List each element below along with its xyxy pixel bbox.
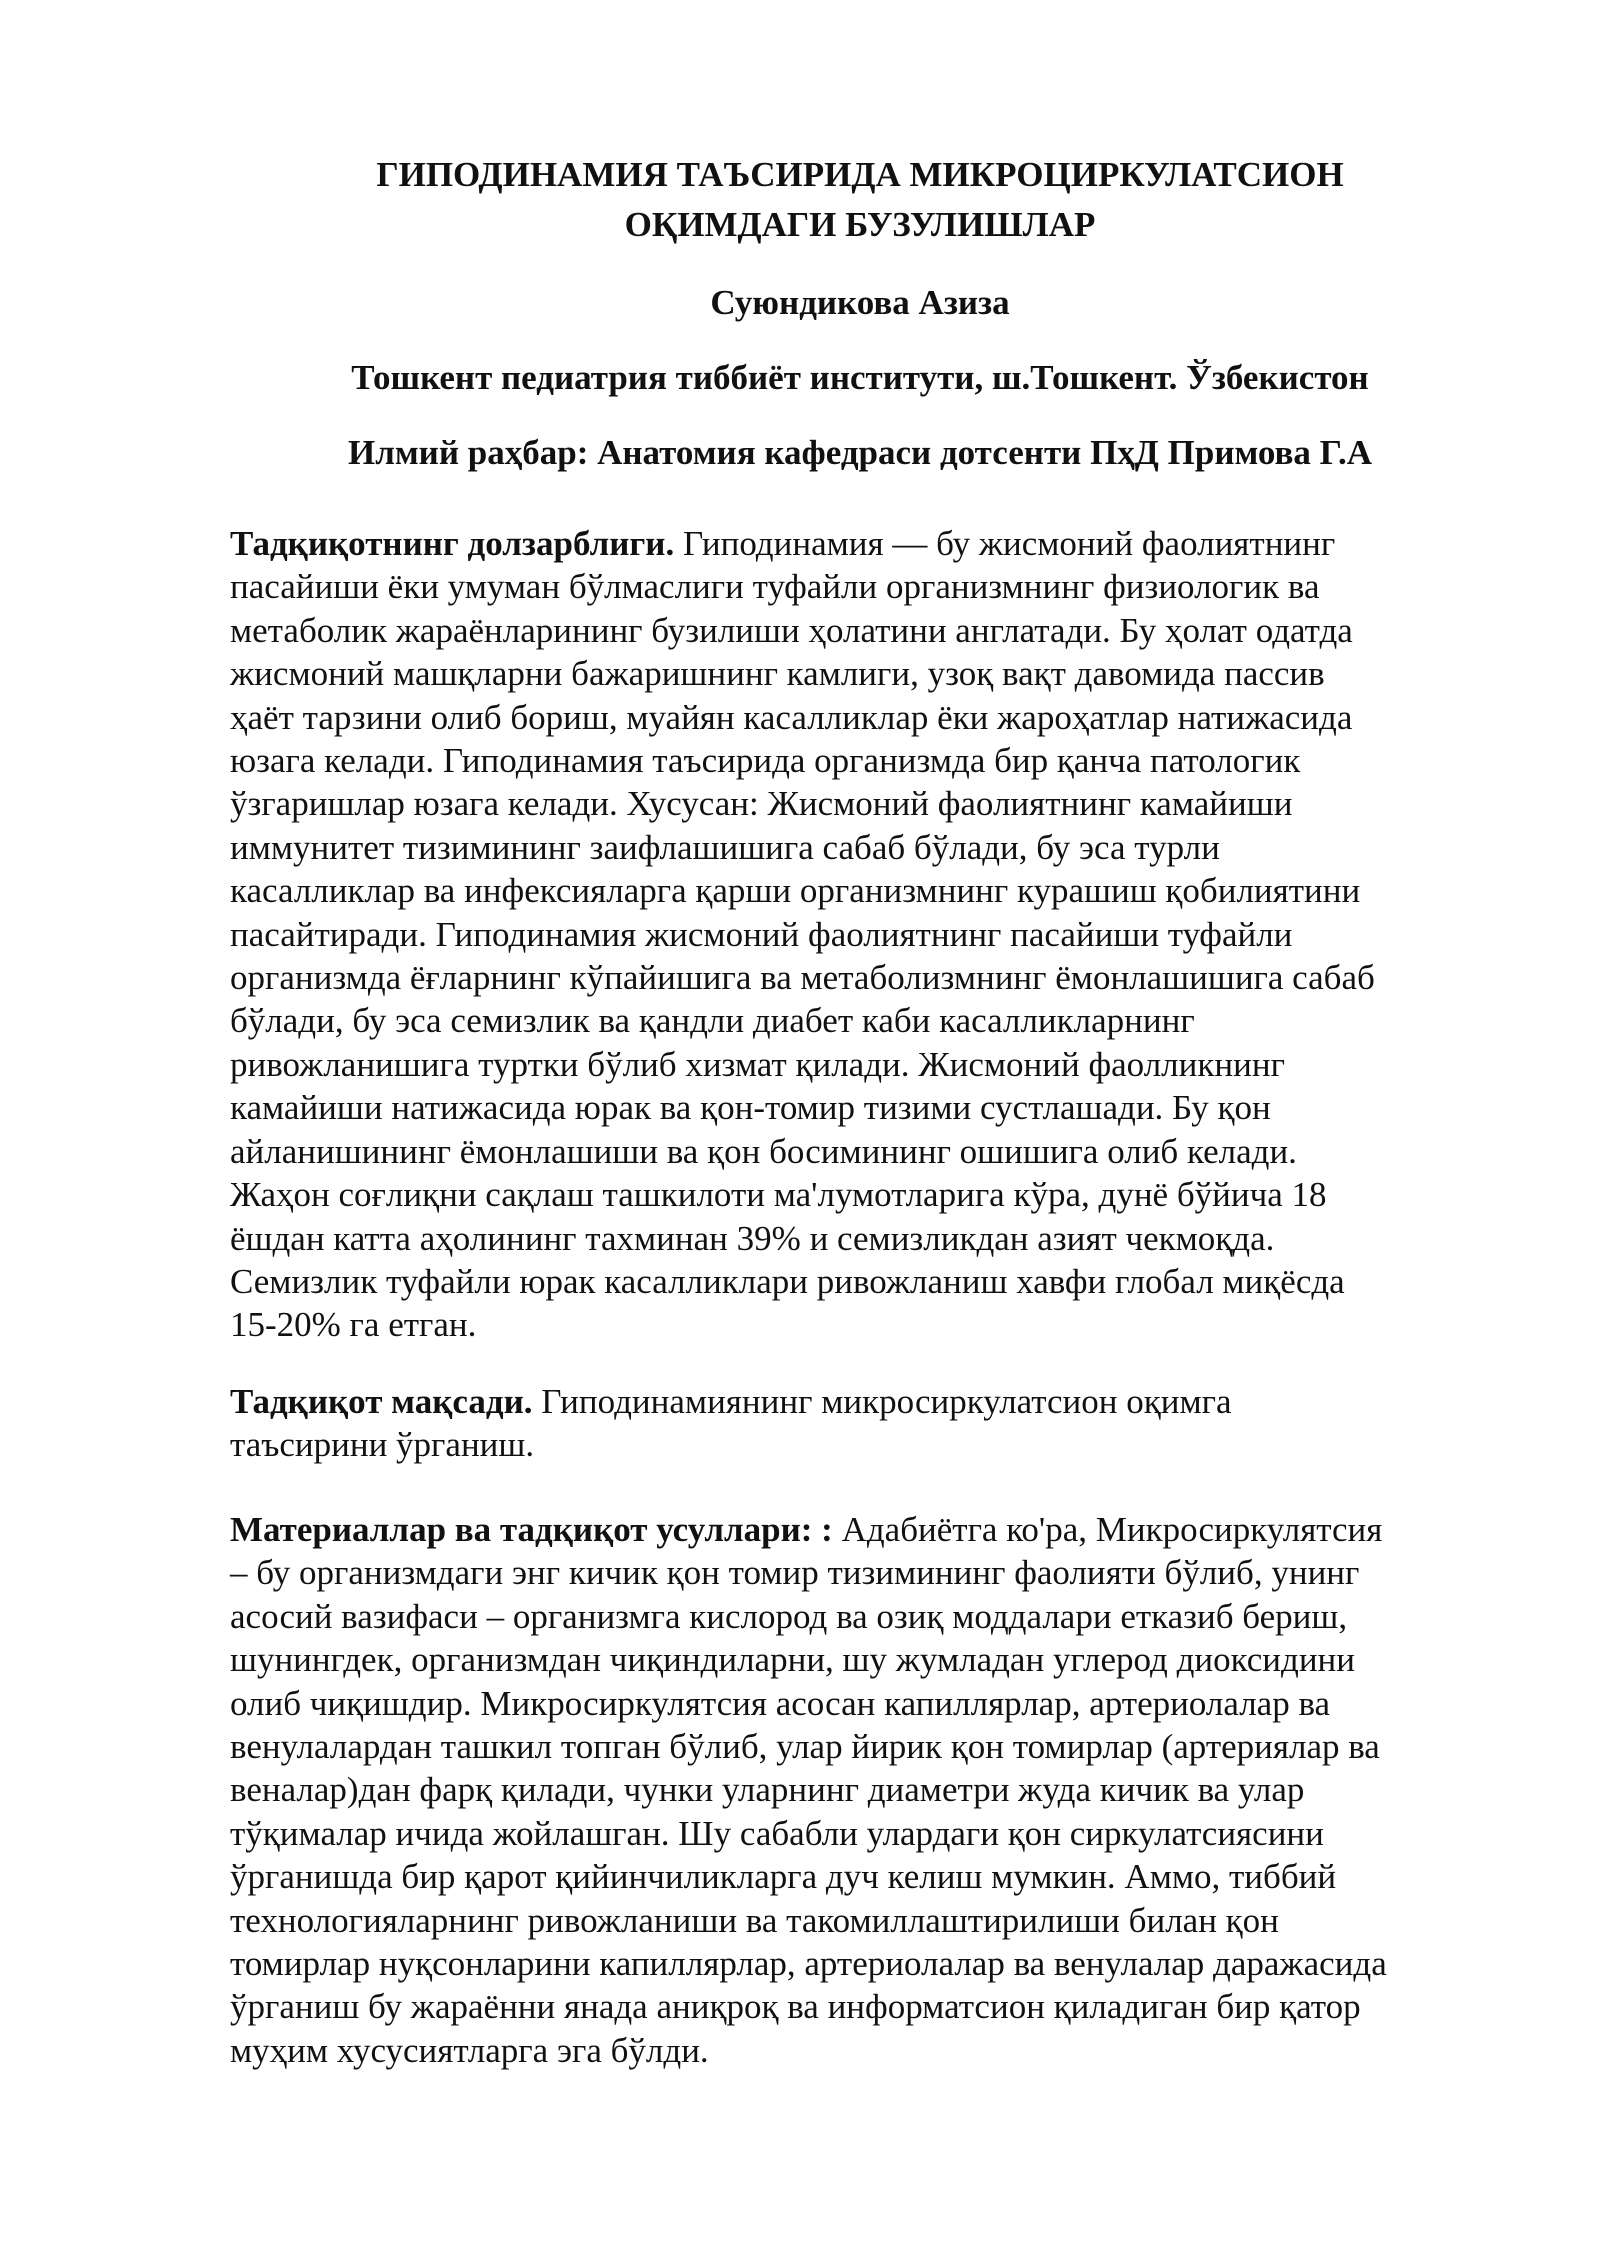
paragraph-line: ўрганиш бу жараённи янада аниқроқ ва информатсион қиладиган бир қатор bbox=[230, 1987, 1361, 2027]
paragraph-text: Гиподинамия — бу жисмоний фаолиятнинг bbox=[674, 524, 1336, 563]
paragraph-line: пасайтиради. Гиподинамия жисмоний фаолиятнинг пасайиши туфайли bbox=[230, 914, 1293, 954]
author-name: Суюндикова Азиза bbox=[710, 283, 1010, 322]
paragraph-text: Гиподинамиянинг микросиркулатсион оқимга bbox=[532, 1382, 1232, 1421]
title-line-1: ГИПОДИНАМИЯ ТАЪСИРИДА МИКРОЦИРКУЛАТСИОН bbox=[376, 155, 1344, 194]
paragraph-line: венулалардан ташкил топган бўлиб, улар йирик қон томирлар (артериялар ва bbox=[230, 1727, 1380, 1767]
paragraph-line: тўқималар ичида жойлашган. Шу сабабли улардаги қон сиркулатсиясини bbox=[230, 1813, 1324, 1853]
paragraph-line: айланишининг ёмонлашиши ва қон босимининг ошишига олиб келади. bbox=[230, 1131, 1297, 1171]
paragraph-line: ўрганишда бир қарот қийинчиликларга дуч келиш мумкин. Аммо, тиббий bbox=[230, 1857, 1337, 1897]
paragraph-line: муҳим хусусиятларга эга бўлди. bbox=[230, 2030, 709, 2070]
paragraph-line: олиб чиқишдир. Микросиркулятсия асосан капиллярлар, артериолалар ва bbox=[230, 1683, 1331, 1723]
paragraph-line: бўлади, бу эса семизлик ва қандли диабет каби касалликларнинг bbox=[230, 1001, 1195, 1041]
paragraph-line: ёшдан катта аҳолининг тахминан 39% и семизликдан азият чекмоқда. bbox=[230, 1218, 1275, 1258]
paragraph-line: томирлар нуқсонларини капиллярлар, артериолалар ва венулалар даражасида bbox=[230, 1944, 1387, 1984]
section-heading: Материаллар ва тадқиқот усуллари: : bbox=[230, 1510, 833, 1549]
paragraph-line bbox=[230, 1508, 1500, 1551]
document-title bbox=[200, 150, 1520, 250]
paragraph-line bbox=[230, 522, 1500, 565]
paragraph-line: – бу организмдаги энг кичик қон томир тизимининг фаолияти бўлиб, унинг bbox=[230, 1553, 1360, 1593]
paragraph-line: веналар)дан фарқ қилади, чунки уларнинг диаметри жуда кичик ва улар bbox=[230, 1770, 1305, 1810]
paragraph-line: Жаҳон соғлиқни сақлаш ташкилоти ма'лумотларига кўра, дунё бўйича 18 bbox=[230, 1175, 1327, 1215]
author-affiliation: Тошкент педиатрия тиббиёт институти, ш.Тошкент. Ўзбекистон bbox=[351, 358, 1369, 397]
section-methods bbox=[230, 1508, 1500, 2072]
paragraph-line: 15-20% га етган. bbox=[230, 1305, 477, 1345]
section-relevance bbox=[230, 522, 1500, 1347]
paragraph-line: ўзгаришлар юзага келади. Хусусан: Жисмоний фаолиятнинг камайиши bbox=[230, 784, 1293, 824]
paragraph-line: касалликлар ва инфексияларга қарши организмнинг курашиш қобилиятини bbox=[230, 871, 1361, 911]
paragraph-line: камайиши натижасида юрак ва қон-томир тизими сустлашади. Бу қон bbox=[230, 1088, 1271, 1128]
paragraph-line: технологияларнинг ривожланиши ва такомиллаштирилиши билан қон bbox=[230, 1900, 1279, 1940]
section-heading: Тадқиқотнинг долзарблиги. bbox=[230, 524, 675, 563]
paragraph-line: пасайиши ёки умуман бўлмаслиги туфайли организмнинг физиологик ва bbox=[230, 567, 1320, 607]
paragraph-line: шунингдек, организмдан чиқиндиларни, шу жумладан углерод диоксидини bbox=[230, 1640, 1356, 1680]
paragraph-line: метаболик жараёнларининг бузилиши ҳолатини англатади. Бу ҳолат одатда bbox=[230, 610, 1353, 650]
section-aim bbox=[230, 1380, 1500, 1467]
scientific-supervisor: Илмий раҳбар: Анатомия кафедраси дотсенти ПҳД Примова Г.А bbox=[347, 433, 1372, 472]
paragraph-line: асосий вазифаси – организмга кислород ва озиқ моддалари етказиб бериш, bbox=[230, 1596, 1348, 1636]
paragraph-line: юзага келади. Гиподинамия таъсирида организмда бир қанча патологик bbox=[230, 741, 1301, 781]
paragraph-text: Адабиётга ко'ра, Микросиркулятсия bbox=[832, 1510, 1383, 1549]
paragraph-line: иммунитет тизимининг заифлашишига сабаб бўлади, бу эса турли bbox=[230, 827, 1220, 867]
paragraph-line: Семизлик туфайли юрак касалликлари ривожланиш хавфи глобал миқёсда bbox=[230, 1261, 1345, 1301]
title-line-2: ОҚИМДАГИ БУЗУЛИШЛАР bbox=[624, 205, 1096, 244]
paragraph-line: организмда ёғларнинг кўпайишига ва метаболизмнинг ёмонлашишига сабаб bbox=[230, 958, 1375, 998]
paragraph-line: жисмоний машқларни бажаришнинг камлиги, узоқ вақт давомида пассив bbox=[230, 654, 1325, 694]
paragraph-line: таъсирини ўрганиш. bbox=[230, 1425, 535, 1465]
paragraph-line bbox=[230, 1380, 1500, 1423]
paragraph-line: ривожланишига туртки бўлиб хизмат қилади. Жисмоний фаолликнинг bbox=[230, 1044, 1285, 1084]
paragraph-line: ҳаёт тарзини олиб бориш, муайян касалликлар ёки жароҳатлар натижасида bbox=[230, 697, 1353, 737]
section-heading: Тадқиқот мақсади. bbox=[230, 1382, 533, 1421]
